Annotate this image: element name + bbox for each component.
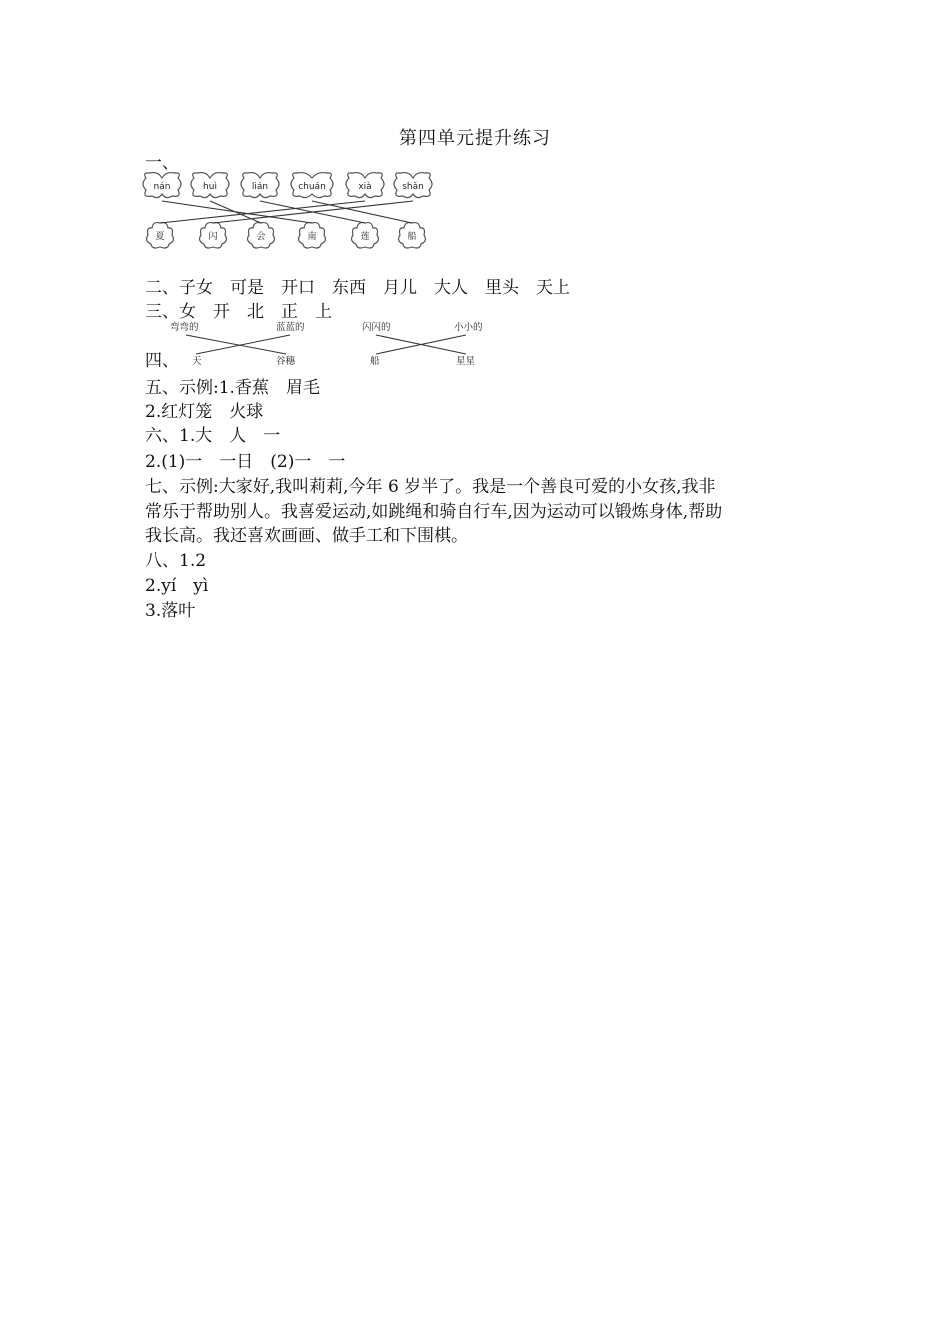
character-label: 莲 xyxy=(360,232,370,242)
match-line xyxy=(210,201,261,223)
q8-line-1: 八、1.2 xyxy=(145,551,207,571)
q8-line-2: 2.yí yì xyxy=(145,576,209,596)
q5-line-2: 2.红灯笼 火球 xyxy=(145,402,264,422)
top-word: 闪闪的 xyxy=(362,322,391,333)
q6-line-2: 2.(1)一 一日 (2)一 一 xyxy=(145,452,346,472)
top-word: 小小的 xyxy=(454,322,483,333)
match-line xyxy=(162,201,312,223)
top-word: 蓝蓝的 xyxy=(276,322,305,333)
match-line xyxy=(186,335,286,354)
q7-line-3: 我长高。我还喜欢画画、做手工和下围棋。 xyxy=(145,526,468,546)
character-label: 南 xyxy=(307,232,317,242)
page-title: 第四单元提升练习 xyxy=(399,128,551,149)
pinyin-label: lián xyxy=(251,182,269,192)
match-line xyxy=(213,201,413,223)
pinyin-label: shǎn xyxy=(402,182,424,192)
match-line xyxy=(312,201,412,223)
pinyin-label: nán xyxy=(153,182,171,192)
bottom-word: 谷穗 xyxy=(276,356,296,367)
q3-answer: 三、女 开 北 正 上 xyxy=(145,302,332,322)
q1-connecting-lines xyxy=(160,201,413,223)
character-label: 闪 xyxy=(208,232,218,242)
q8-line-3: 3.落叶 xyxy=(145,601,196,621)
q1-matching-diagram xyxy=(140,170,440,254)
q4-label: 四、 xyxy=(145,351,179,371)
pinyin-label: chuán xyxy=(298,182,326,192)
q4-connecting-lines xyxy=(186,335,466,354)
top-word: 弯弯的 xyxy=(170,322,199,333)
match-line xyxy=(160,201,365,223)
q4-matching-diagram xyxy=(170,318,500,370)
q5-line-1: 五、示例:1.香蕉 眉毛 xyxy=(145,378,320,398)
bottom-word: 船 xyxy=(370,356,380,367)
pinyin-label: xià xyxy=(358,182,372,192)
q7-line-2: 常乐于帮助别人。我喜爱运动,如跳绳和骑自行车,因为运动可以锻炼身体,帮助 xyxy=(145,502,723,522)
bottom-word: 星星 xyxy=(456,356,476,367)
bottom-word: 天 xyxy=(192,356,202,367)
match-line xyxy=(196,335,290,354)
pinyin-label: huì xyxy=(203,182,217,192)
character-label: 夏 xyxy=(155,232,165,242)
q2-answer: 二、子女 可是 开口 东西 月儿 大人 里头 天上 xyxy=(145,278,570,298)
character-label: 船 xyxy=(407,232,417,242)
q7-line-1: 七、示例:大家好,我叫莉莉,今年 6 岁半了。我是一个善良可爱的小女孩,我非 xyxy=(145,477,716,497)
q1-label: 一、 xyxy=(145,153,179,173)
character-label: 会 xyxy=(256,232,266,242)
q6-line-1: 六、1.大 人 一 xyxy=(145,426,281,446)
